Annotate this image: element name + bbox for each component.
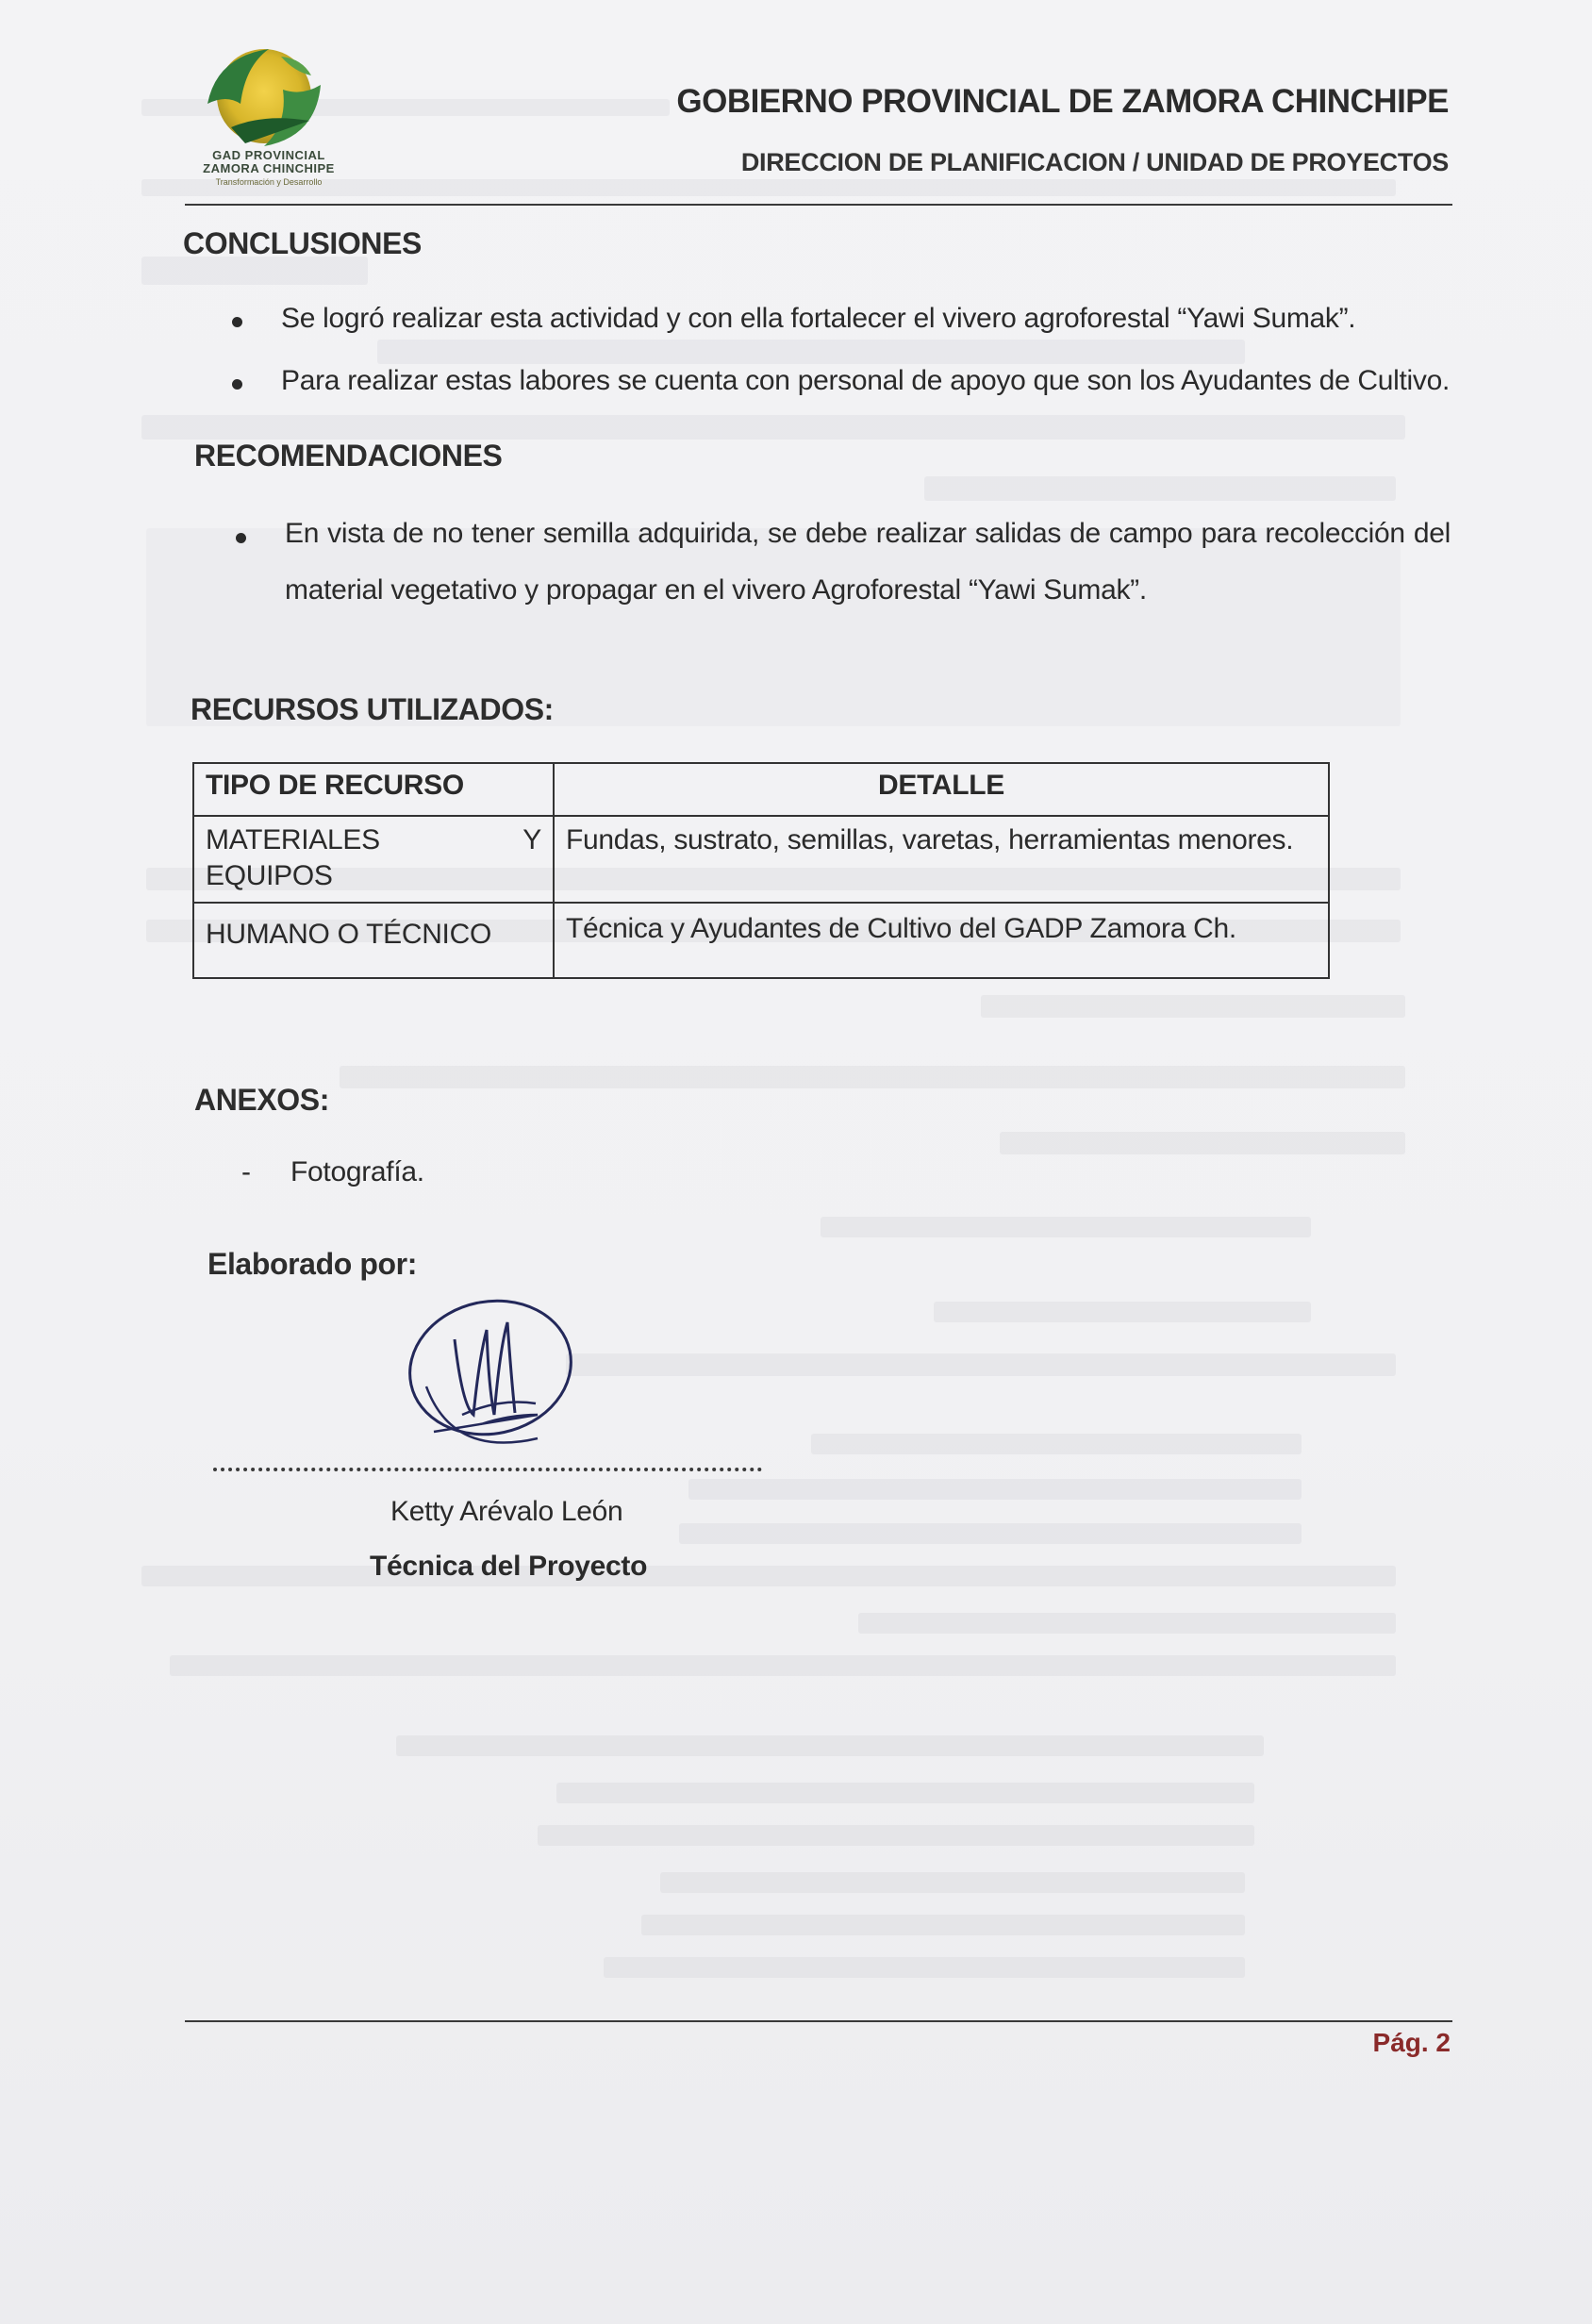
signature-line [213,1468,762,1471]
handwritten-signature-icon [396,1273,585,1462]
signer-role: Técnica del Proyecto [370,1551,648,1582]
recomendacion-line-1: En vista de no tener semilla adquirida, se debe realizar salidas de campo para recolección del [285,518,1451,549]
table-header-row [193,763,1329,816]
tipo-line [206,822,541,858]
bullet-icon [232,379,242,390]
cell-detalle: Fundas, sustrato, semillas, varetas, herramientas menores. [554,816,1329,903]
table-row [193,903,1329,978]
header-title: GOBIERNO PROVINCIAL DE ZAMORA CHINCHIPE [676,83,1449,120]
conclusiones-heading: CONCLUSIONES [183,226,422,260]
col-detalle-header: DETALLE [554,763,1329,816]
cell-tipo: HUMANO O TÉCNICO [193,903,554,978]
recursos-table [192,762,1330,979]
signer-name: Ketty Arévalo León [390,1496,623,1527]
tipo-materiales: MATERIALES [206,824,380,855]
col-tipo-header: TIPO DE RECURSO [193,763,554,816]
cell-detalle: Técnica y Ayudantes de Cultivo del GADP Zamora Ch. [554,903,1329,978]
recomendaciones-heading: RECOMENDACIONES [194,439,503,473]
header-rule [185,204,1452,206]
tipo-equipos: EQUIPOS [206,860,333,891]
anexo-item: Fotografía. [290,1156,424,1187]
conclusion-item-2: Para realizar estas labores se cuenta con personal de apoyo que son los Ayudantes de Cultivo. [281,365,1451,396]
bullet-icon [236,533,246,543]
recursos-heading: RECURSOS UTILIZADOS: [191,692,554,726]
logo-line1: GAD PROVINCIAL [212,148,325,162]
cell-tipo [193,816,554,903]
logo-line2: ZAMORA CHINCHIPE [203,161,335,175]
logo-caption [185,149,353,189]
recomendacion-line-2: material vegetativo y propagar en el vivero Agroforestal “Yawi Sumak”. [285,574,1147,606]
tipo-conjuncion: Y [522,824,541,855]
elaborado-label: Elaborado por: [207,1247,417,1281]
footer-rule [185,2020,1452,2022]
bullet-icon [232,317,242,327]
logo-tagline: Transformación y Desarrollo [215,177,323,187]
dash-icon: - [241,1156,251,1187]
header-subtitle: DIRECCION DE PLANIFICACION / UNIDAD DE PROYECTOS [740,148,1449,176]
page-number: Pág. 2 [1372,2028,1451,2057]
conclusion-item-1: Se logró realizar esta actividad y con ella fortalecer el vivero agroforestal “Yawi Sumak”. [281,303,1356,334]
anexos-heading: ANEXOS: [194,1083,329,1117]
table-row [193,816,1329,903]
